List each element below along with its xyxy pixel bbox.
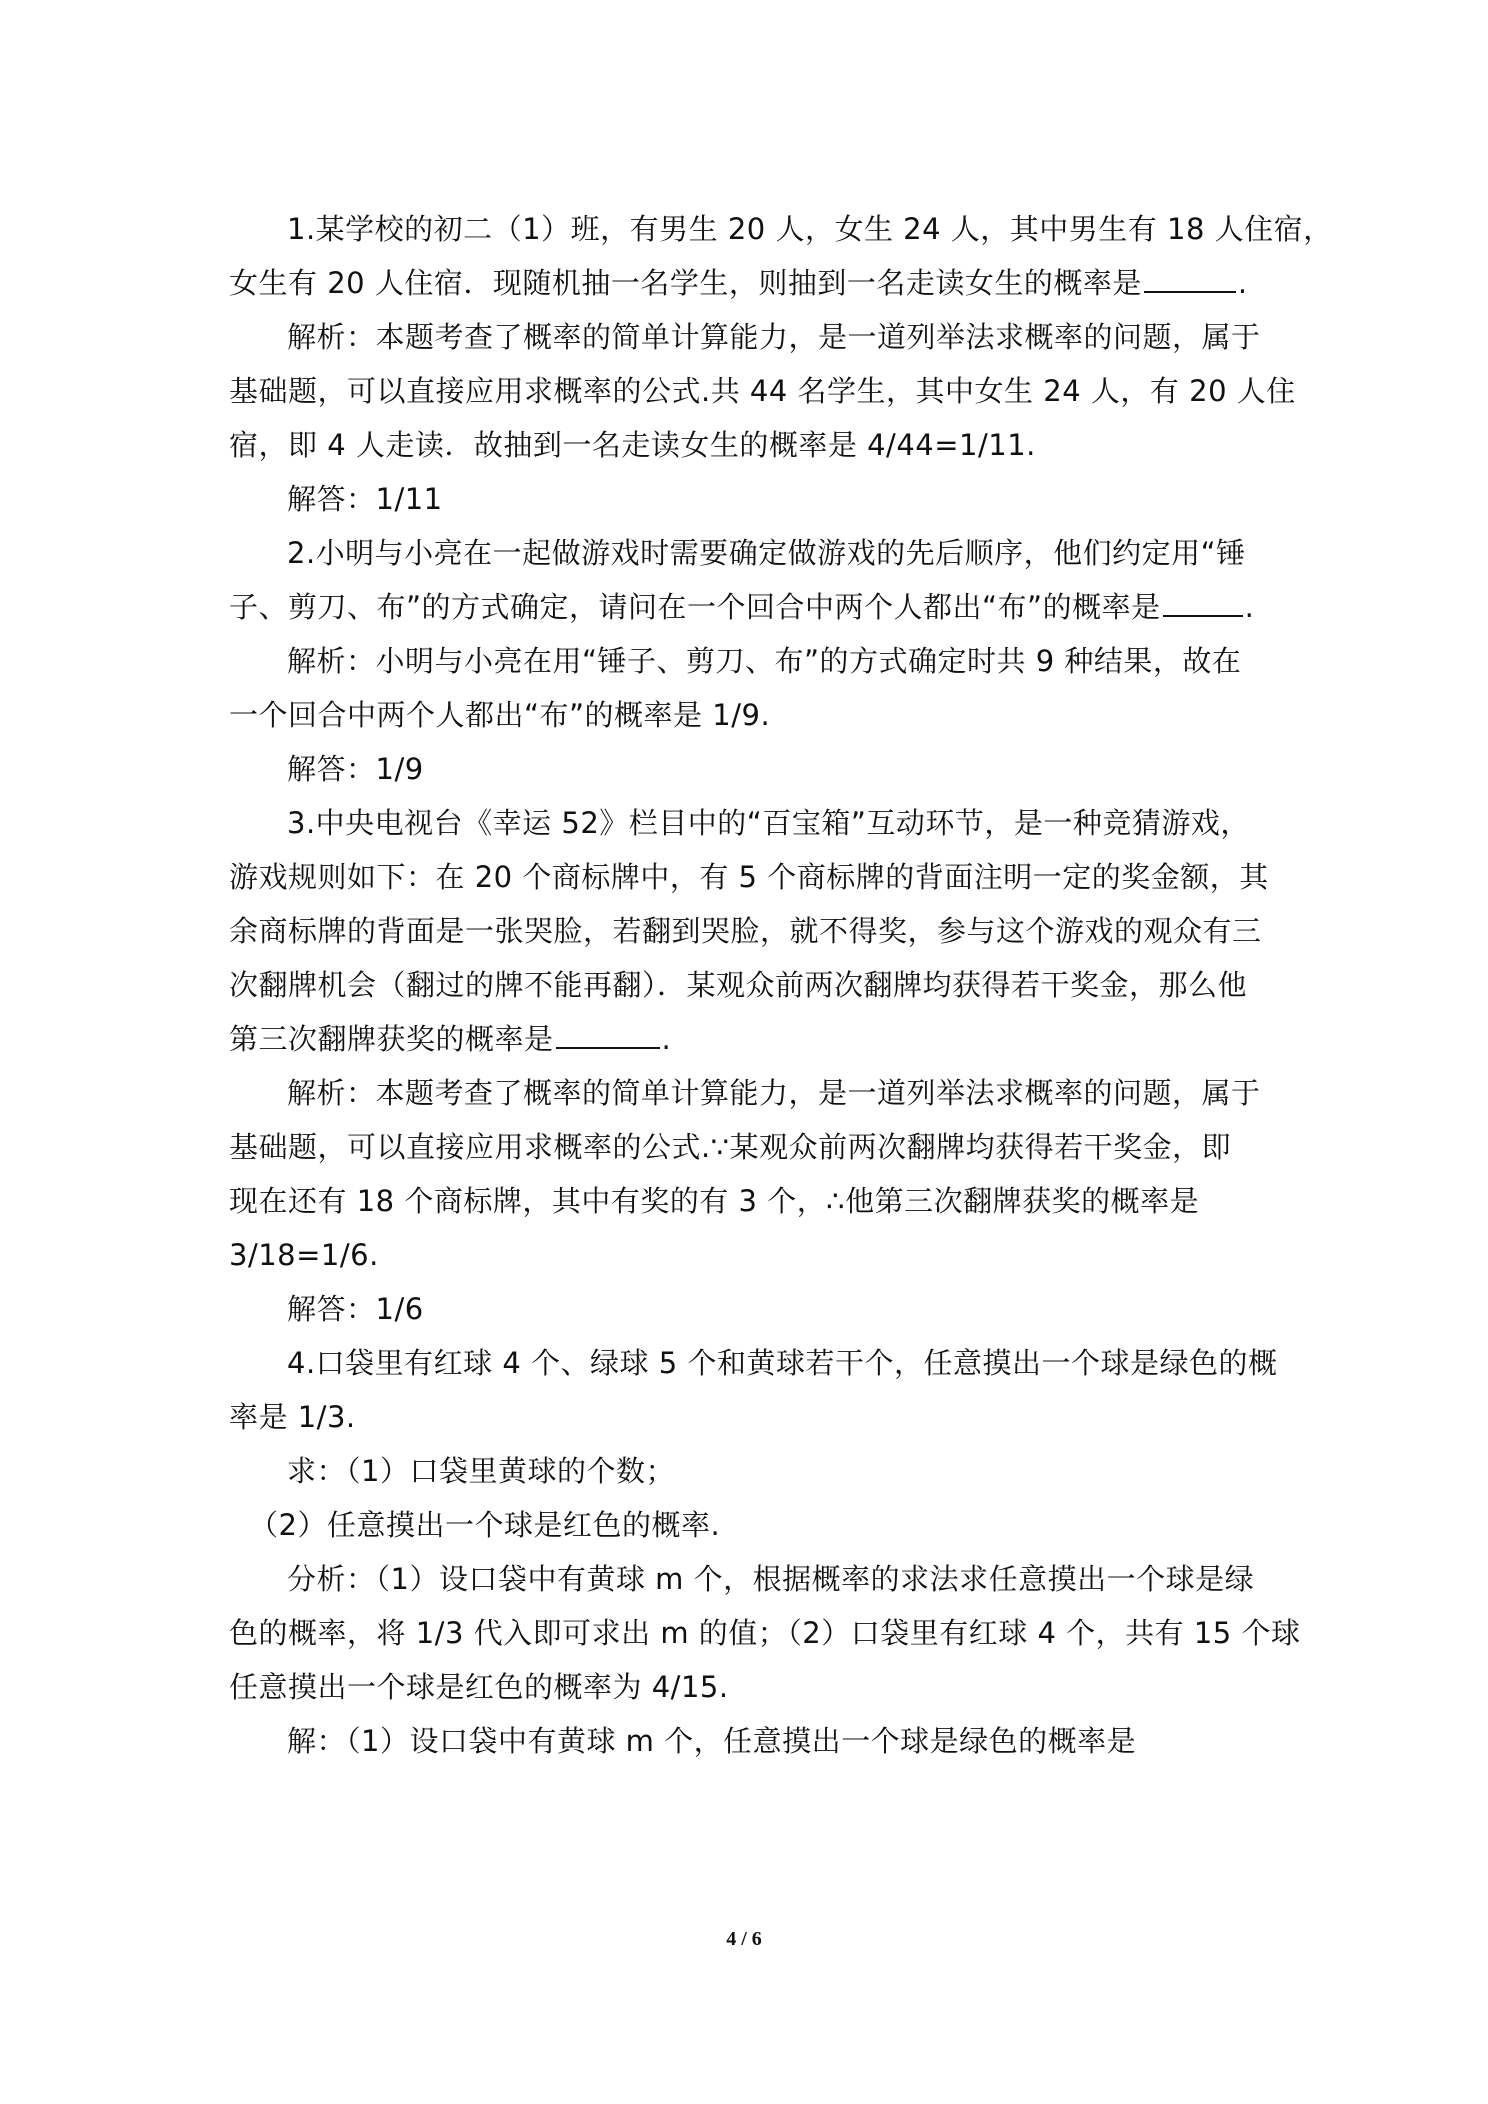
text-line: 2.小明与小亮在一起做游戏时需要确定做游戏的先后顺序，他们约定用“锤	[287, 536, 1246, 570]
paragraph-q4-solution	[229, 1714, 1259, 1768]
text-line: 宿，即 4 人走读．故抽到一名走读女生的概率是 4/44=1/11.	[229, 428, 1036, 462]
text-line: 子、剪刀、布”的方式确定，请问在一个回合中两个人都出“布”的概率是 .	[229, 590, 1255, 624]
blank-tail: .	[661, 1022, 672, 1056]
paragraph-q4-part1	[229, 1444, 1259, 1498]
text-line: 解析：小明与小亮在用“锤子、剪刀、布”的方式确定时共 9 种结果，故在	[287, 644, 1242, 678]
text-line: 解答：1/6	[287, 1292, 424, 1326]
answer-blank	[1144, 265, 1236, 293]
text-line: 4.口袋里有红球 4 个、绿球 5 个和黄球若干个，任意摸出一个球是绿色的概	[287, 1346, 1278, 1380]
text-line: 一个回合中两个人都出“布”的概率是 1/9.	[229, 698, 771, 732]
text-line: 解析：本题考查了概率的简单计算能力，是一道列举法求概率的问题，属于	[287, 320, 1261, 354]
paragraph-q1	[229, 202, 1333, 310]
paragraph-q3-analysis	[229, 1066, 1259, 1282]
paragraph-q1-answer	[229, 472, 1259, 526]
text-line: 率是 1/3.	[229, 1400, 356, 1434]
text-line: 求：（1）口袋里黄球的个数；	[287, 1454, 675, 1488]
paragraph-q1-analysis	[229, 310, 1296, 472]
text-line: 现在还有 18 个商标牌，其中有奖的有 3 个，∴他第三次翻牌获奖的概率是	[229, 1184, 1200, 1218]
paragraph-q4-part2	[229, 1498, 1259, 1552]
page-number: 4 / 6	[726, 1928, 762, 1950]
answer-blank	[1163, 589, 1243, 617]
paragraph-q3	[229, 796, 1269, 1066]
blank-tail: .	[1244, 590, 1255, 624]
text-line: 3.中央电视台《幸运 52》栏目中的“百宝箱”互动环节，是一种竞猜游戏，	[287, 806, 1250, 840]
text-line: 基础题，可以直接应用求概率的公式.共 44 名学生，其中女生 24 人，有 20 人住	[229, 374, 1296, 408]
text-line: 色的概率，将 1/3 代入即可求出 m 的值；（2）口袋里有红球 4 个，共有 15 个球	[229, 1616, 1301, 1650]
text-line: 解答：1/11	[287, 482, 443, 516]
text-line: 解：（1）设口袋中有黄球 m 个，任意摸出一个球是绿色的概率是	[287, 1724, 1137, 1758]
paragraph-q3-answer	[229, 1282, 1259, 1336]
blank-tail: .	[1237, 266, 1248, 300]
text-line: 分析：（1）设口袋中有黄球 m 个，根据概率的求法求任意摸出一个球是绿	[287, 1562, 1255, 1596]
text-line: 解答：1/9	[287, 752, 424, 786]
text-line: 次翻牌机会（翻过的牌不能再翻）．某观众前两次翻牌均获得若干奖金，那么他	[229, 968, 1248, 1002]
text-line: 女生有 20 人住宿．现随机抽一名学生，则抽到一名走读女生的概率是 .	[229, 266, 1248, 300]
document-body	[229, 202, 1333, 1768]
text-line: 游戏规则如下：在 20 个商标牌中，有 5 个商标牌的背面注明一定的奖金额，其	[229, 860, 1269, 894]
text-line: 3/18=1/6.	[229, 1238, 379, 1272]
text-line: 余商标牌的背面是一张哭脸，若翻到哭脸，就不得奖，参与这个游戏的观众有三	[229, 914, 1262, 948]
text-line: 任意摸出一个球是红色的概率为 4/15.	[229, 1670, 729, 1704]
text-line: 解析：本题考查了概率的简单计算能力，是一道列举法求概率的问题，属于	[287, 1076, 1261, 1110]
text-line: 基础题，可以直接应用求概率的公式.∵某观众前两次翻牌均获得若干奖金，即	[229, 1130, 1232, 1164]
paragraph-q2-analysis	[229, 634, 1259, 742]
paragraph-q2-answer	[229, 742, 1259, 796]
text-line: 第三次翻牌获奖的概率是 .	[229, 1022, 672, 1056]
text-line: （2）任意摸出一个球是红色的概率.	[249, 1508, 721, 1542]
paragraph-q4	[229, 1336, 1278, 1444]
paragraph-q2	[229, 526, 1259, 634]
paragraph-q4-analysis	[229, 1552, 1301, 1714]
text-line: 1.某学校的初二（1）班，有男生 20 人，女生 24 人，其中男生有 18 人住宿，	[287, 212, 1333, 246]
answer-blank	[556, 1021, 660, 1049]
